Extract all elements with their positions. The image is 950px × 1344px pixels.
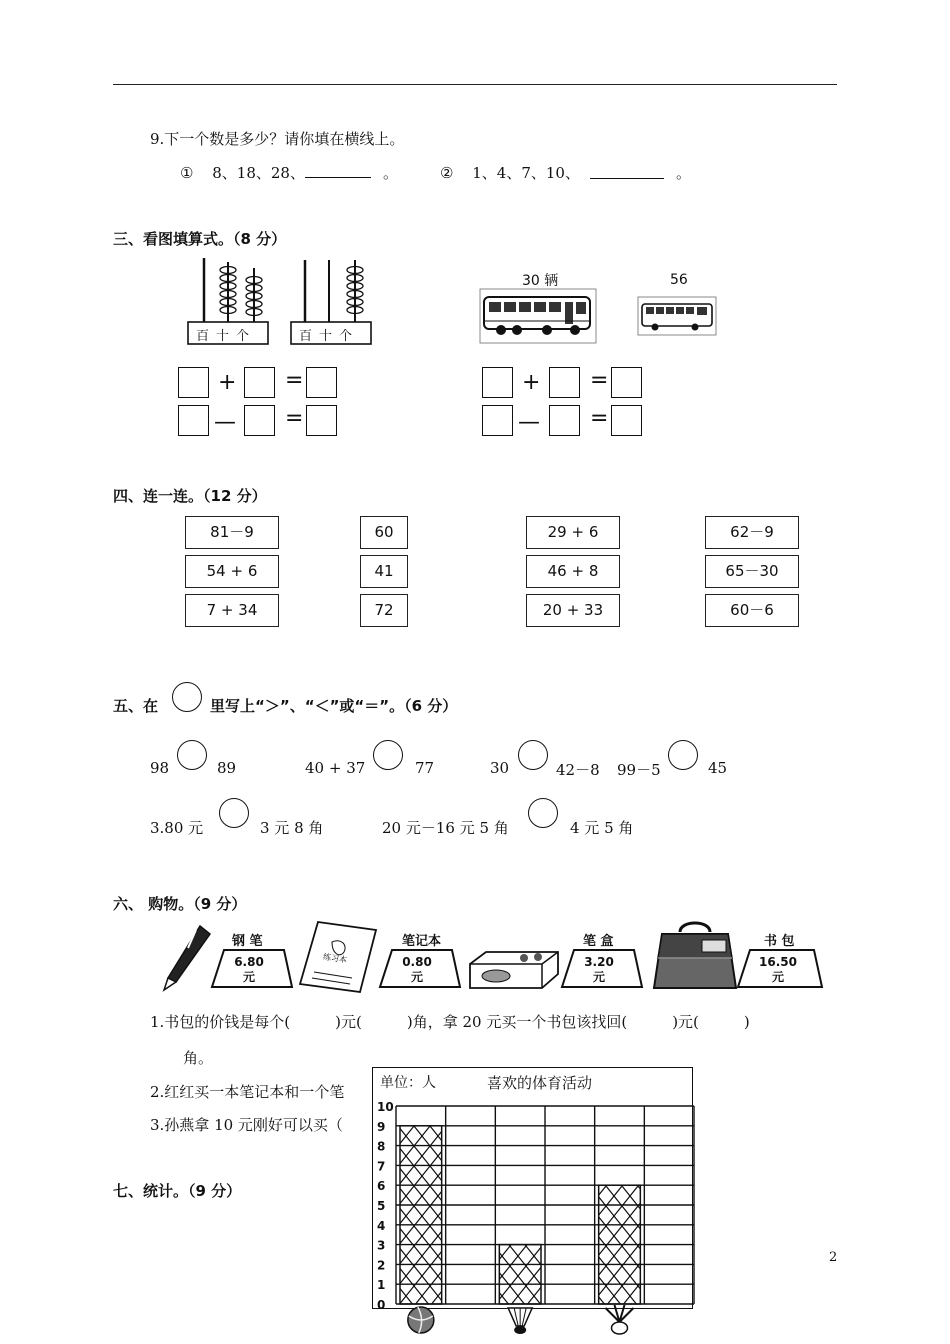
y-tick-label: 2 <box>377 1258 386 1273</box>
compare-right: 3 元 8 角 <box>260 819 324 837</box>
y-tick-label: 3 <box>377 1238 386 1253</box>
y-tick-label: 4 <box>377 1218 386 1233</box>
minus-sign: — <box>518 410 540 435</box>
q9-item2: ② 1、4、7、10、 。 <box>440 164 691 182</box>
price-label: 3.20 元 <box>584 955 614 984</box>
match-box[interactable]: 72 <box>360 594 408 627</box>
item-marker: ① <box>180 164 194 182</box>
compare-left: 20 元－16 元 5 角 <box>382 819 509 837</box>
answer-box[interactable] <box>482 367 513 398</box>
compare-left: 99－5 <box>617 761 661 779</box>
match-box[interactable]: 7 + 34 <box>185 594 279 627</box>
bus-small-label: 56 <box>670 272 688 288</box>
q6-2: 2.红红买一本笔记本和一个笔 <box>150 1083 345 1101</box>
compare-circle[interactable] <box>219 798 249 828</box>
answer-box[interactable] <box>244 367 275 398</box>
y-tick-label: 9 <box>377 1119 386 1134</box>
equals-sign: = <box>590 368 609 393</box>
small-bus-icon <box>637 296 717 336</box>
circle-symbol <box>172 682 202 712</box>
section5-title-a: 五、在 <box>113 697 159 715</box>
compare-right: 42－8 <box>556 761 600 779</box>
y-tick-label: 1 <box>377 1278 386 1293</box>
match-box[interactable]: 62－9 <box>705 516 799 549</box>
answer-box[interactable] <box>178 405 209 436</box>
answer-box[interactable] <box>244 405 275 436</box>
abacus2-labels: 百十个 <box>299 329 360 344</box>
pen-icon <box>160 922 214 992</box>
match-box[interactable]: 46 + 8 <box>526 555 620 588</box>
q6-1: 1.书包的价钱是每个( )元( )角，拿 20 元买一个书包该找回( )元( ) <box>150 1013 750 1031</box>
match-box[interactable]: 65－30 <box>705 555 799 588</box>
match-box[interactable]: 29 + 6 <box>526 516 620 549</box>
compare-left: 40 + 37 <box>305 759 366 777</box>
compare-circle[interactable] <box>177 740 207 770</box>
answer-box[interactable] <box>549 405 580 436</box>
q6-3: 3.孙燕拿 10 元刚好可以买（ <box>150 1116 343 1134</box>
answer-box[interactable] <box>549 367 580 398</box>
compare-left: 3.80 元 <box>150 819 204 837</box>
price-label: 16.50 元 <box>759 955 797 984</box>
match-box[interactable]: 20 + 33 <box>526 594 620 627</box>
item-name: 笔记本 <box>402 934 442 949</box>
plus-sign: + <box>218 370 237 395</box>
y-tick-label: 6 <box>377 1179 386 1194</box>
bar-0 <box>400 1126 442 1304</box>
match-box[interactable]: 81－9 <box>185 516 279 549</box>
answer-box[interactable] <box>611 405 642 436</box>
price-label: 0.80 元 <box>402 955 432 984</box>
compare-circle[interactable] <box>528 798 558 828</box>
match-box[interactable]: 54 + 6 <box>185 555 279 588</box>
answer-box[interactable] <box>482 405 513 436</box>
match-box[interactable]: 41 <box>360 555 408 588</box>
compare-right: 45 <box>708 759 728 777</box>
q9-item1: ① 8、18、28、 。 <box>180 164 398 182</box>
notebook-cover-label: 练习本 <box>322 952 348 965</box>
y-tick-label: 7 <box>377 1159 386 1174</box>
match-box[interactable]: 60－6 <box>705 594 799 627</box>
abacus1-labels: 百十个 <box>196 329 257 344</box>
answer-box[interactable] <box>306 405 337 436</box>
pencil-case-icon <box>466 946 562 994</box>
item-name: 笔 盒 <box>583 934 614 949</box>
item-name: 钢 笔 <box>232 934 263 949</box>
section4-title: 四、连一连。（12 分） <box>113 487 267 505</box>
section5-title-b: 里写上“＞”、“＜”或“＝”。（6 分） <box>210 697 458 715</box>
compare-circle[interactable] <box>518 740 548 770</box>
badminton-icon <box>508 1308 532 1334</box>
minus-sign: — <box>214 410 236 435</box>
volleyball-icon <box>408 1307 434 1333</box>
q6-1-cont: 角。 <box>183 1049 214 1067</box>
sequence-text: 1、4、7、10、 <box>472 164 580 182</box>
item-marker: ② <box>440 164 454 182</box>
compare-right: 4 元 5 角 <box>570 819 634 837</box>
compare-circle[interactable] <box>668 740 698 770</box>
chart-unit-label: 单位：人 <box>380 1075 436 1091</box>
section6-title: 六、 购物。（9 分） <box>113 895 247 913</box>
plus-sign: + <box>522 370 541 395</box>
q9-title: 9.下一个数是多少？请你填在横线上。 <box>150 130 405 148</box>
equals-sign: = <box>285 368 304 393</box>
y-tick-label: 5 <box>377 1199 386 1213</box>
big-bus-icon <box>479 288 597 344</box>
header-rule <box>113 84 837 85</box>
page-number: 2 <box>829 1250 838 1265</box>
match-box[interactable]: 60 <box>360 516 408 549</box>
y-tick-label: 8 <box>377 1139 386 1154</box>
y-tick-label: 10 <box>377 1100 394 1114</box>
answer-box[interactable] <box>178 367 209 398</box>
compare-left: 30 <box>490 759 510 777</box>
compare-right: 77 <box>415 759 435 777</box>
answer-box[interactable] <box>611 367 642 398</box>
price-label: 6.80 元 <box>234 955 264 984</box>
item-name: 书 包 <box>764 934 795 949</box>
chart-title: 喜欢的体育活动 <box>487 1074 593 1092</box>
sequence-text: 8、18、28、 <box>212 164 305 182</box>
answer-box[interactable] <box>306 367 337 398</box>
section3-title: 三、看图填算式。（8 分） <box>113 230 287 248</box>
compare-left: 98 <box>150 759 170 777</box>
bar-2 <box>499 1245 541 1304</box>
compare-right: 89 <box>217 759 237 777</box>
equals-sign: = <box>285 406 304 431</box>
shuttlecock-icon <box>606 1305 634 1334</box>
bar-chart <box>374 1096 700 1344</box>
answer-blank[interactable] <box>305 163 371 178</box>
compare-circle[interactable] <box>373 740 403 770</box>
y-tick-label: 0 <box>377 1298 386 1312</box>
bus-big-label: 30 辆 <box>522 273 559 289</box>
answer-blank[interactable] <box>590 164 664 179</box>
schoolbag-icon <box>650 918 740 994</box>
equals-sign: = <box>590 406 609 431</box>
section7-title: 七、统计。（9 分） <box>113 1182 242 1200</box>
